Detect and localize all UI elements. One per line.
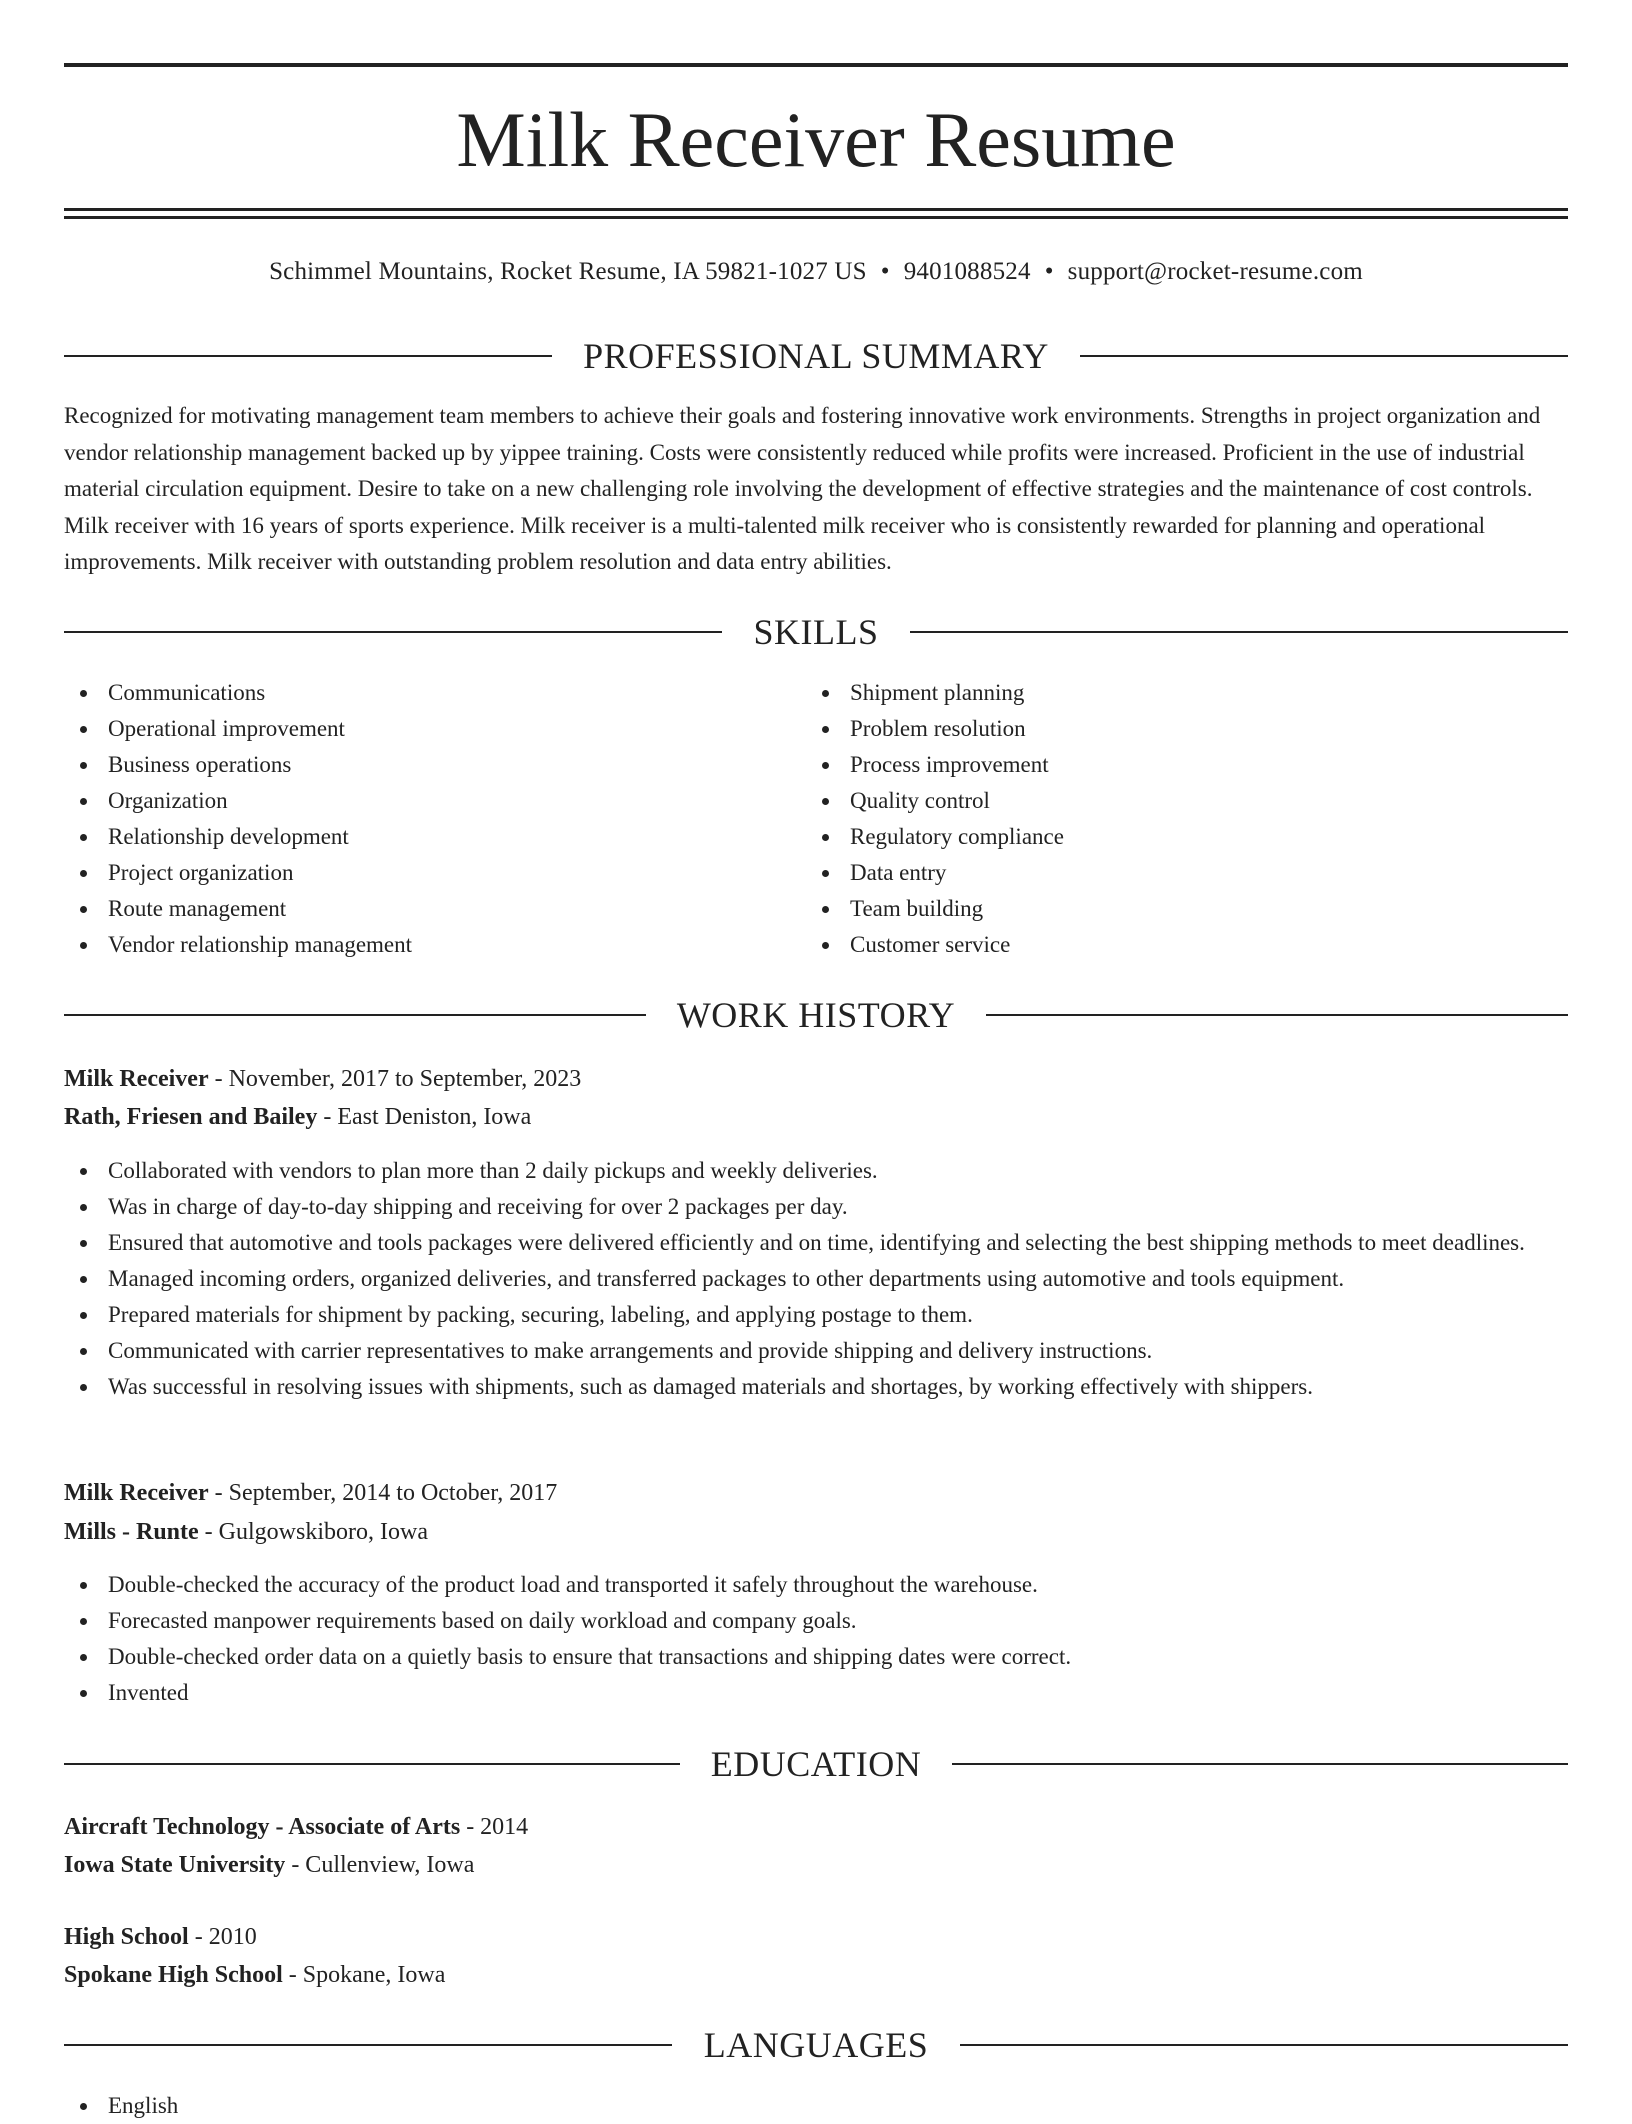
skill-item: Project organization bbox=[64, 855, 764, 891]
skill-item: Operational improvement bbox=[64, 711, 764, 747]
contact-separator: • bbox=[1044, 258, 1054, 285]
education-degree-line bbox=[64, 1808, 1568, 1846]
skill-item: Communications bbox=[64, 675, 764, 711]
education-school-line bbox=[64, 1956, 1568, 1994]
list-item: Double-checked order data on a quietly basis to ensure that transactions and shipping dates were correct. bbox=[64, 1639, 1568, 1675]
education-degree: Aircraft Technology - Associate of Arts bbox=[64, 1814, 461, 1840]
contact-separator: • bbox=[880, 258, 890, 285]
top-rule bbox=[64, 63, 1568, 67]
skill-item: Vendor relationship management bbox=[64, 927, 764, 963]
skill-item: Process improvement bbox=[806, 747, 1506, 783]
skills-list-right bbox=[806, 675, 1506, 963]
section-heading-languages bbox=[64, 2023, 1568, 2067]
summary-paragraph: Recognized for motivating management team members to achieve their goals and fostering innovative work environments. Strengths in project organization and vendor relationship management backed up by yippee training. Costs were consistently reduced while profits were increased. Proficient in the use of industrial material circulation equipment. Desire to take on a new challenging role involving the development of effective strategies and the maintenance of cost controls. Milk receiver with 16 years of sports experience. Milk receiver is a multi-talented milk receiver who is consistently rewarded for planning and operational improvements. Milk receiver with outstanding problem resolution and data entry abilities. bbox=[64, 403, 1541, 574]
skills-list-left bbox=[64, 675, 764, 963]
section-title: SKILLS bbox=[723, 612, 908, 652]
skill-item: Regulatory compliance bbox=[806, 819, 1506, 855]
job-dates: - September, 2014 to October, 2017 bbox=[208, 1480, 558, 1506]
section-heading-summary bbox=[64, 334, 1568, 378]
job-title-line bbox=[64, 1474, 1568, 1512]
education-location: - Cullenview, Iowa bbox=[285, 1852, 475, 1878]
job-company: Rath, Friesen and Bailey bbox=[64, 1104, 318, 1130]
list-item: Prepared materials for shipment by packing, securing, labeling, and applying postage to them. bbox=[64, 1297, 1568, 1333]
education-school: Spokane High School bbox=[64, 1962, 283, 1988]
list-item: Communicated with carrier representatives to make arrangements and provide shipping and delivery instructions. bbox=[64, 1333, 1568, 1369]
education-school: Iowa State University bbox=[64, 1852, 286, 1878]
list-item: Double-checked the accuracy of the product load and transported it safely throughout the warehouse. bbox=[64, 1567, 1568, 1603]
languages-list bbox=[64, 2088, 1568, 2124]
job-bullets bbox=[64, 1567, 1568, 1711]
job-title-line bbox=[64, 1060, 1568, 1098]
contact-email: support@rocket-resume.com bbox=[1067, 258, 1363, 285]
skill-item: Quality control bbox=[806, 783, 1506, 819]
section-heading-skills bbox=[64, 610, 1568, 654]
job-title: Milk Receiver bbox=[64, 1480, 209, 1506]
list-item: Was in charge of day-to-day shipping and receiving for over 2 packages per day. bbox=[64, 1189, 1568, 1225]
list-item: Managed incoming orders, organized deliveries, and transferred packages to other departments using automotive and tools equipment. bbox=[64, 1261, 1568, 1297]
education-degree-line bbox=[64, 1918, 1568, 1956]
language-item: English bbox=[64, 2088, 1568, 2124]
job-location: - Gulgowskiboro, Iowa bbox=[198, 1519, 428, 1545]
skill-item: Problem resolution bbox=[806, 711, 1506, 747]
education-location: - Spokane, Iowa bbox=[282, 1962, 446, 1988]
title-rule-lower bbox=[64, 216, 1568, 219]
contact-address: Schimmel Mountains, Rocket Resume, IA 59821-1027 US bbox=[269, 258, 867, 285]
resume-title: Milk Receiver Resume bbox=[456, 96, 1176, 183]
job-company-line bbox=[64, 1098, 1568, 1136]
list-item: Was successful in resolving issues with shipments, such as damaged materials and shortages, by working effectively with shippers. bbox=[64, 1369, 1568, 1405]
skill-item: Team building bbox=[806, 891, 1506, 927]
education-year: - 2014 bbox=[460, 1814, 529, 1840]
education-degree: High School bbox=[64, 1924, 189, 1950]
list-item: Collaborated with vendors to plan more than 2 daily pickups and weekly deliveries. bbox=[64, 1153, 1568, 1189]
job-title: Milk Receiver bbox=[64, 1066, 209, 1092]
skill-item: Relationship development bbox=[64, 819, 764, 855]
section-title: LANGUAGES bbox=[674, 2025, 959, 2065]
list-item: Invented bbox=[64, 1675, 1568, 1711]
skill-item: Route management bbox=[64, 891, 764, 927]
list-item: Ensured that automotive and tools packages were delivered efficiently and on time, identifying and selecting the best shipping methods to meet deadlines. bbox=[64, 1225, 1568, 1261]
skill-item: Shipment planning bbox=[806, 675, 1506, 711]
list-item: Forecasted manpower requirements based on daily workload and company goals. bbox=[64, 1603, 1568, 1639]
skill-item: Organization bbox=[64, 783, 764, 819]
section-heading-education bbox=[64, 1742, 1568, 1786]
job-location: - East Deniston, Iowa bbox=[317, 1104, 532, 1130]
section-heading-work-history bbox=[64, 993, 1568, 1037]
job-bullets bbox=[64, 1153, 1568, 1405]
contact-line bbox=[64, 252, 1568, 292]
skill-item: Business operations bbox=[64, 747, 764, 783]
skill-item: Data entry bbox=[806, 855, 1506, 891]
job-dates: - November, 2017 to September, 2023 bbox=[208, 1066, 582, 1092]
section-title: EDUCATION bbox=[681, 1744, 951, 1784]
section-title: PROFESSIONAL SUMMARY bbox=[553, 336, 1079, 376]
section-title: WORK HISTORY bbox=[647, 995, 985, 1035]
job-company: Mills - Runte bbox=[64, 1519, 199, 1545]
education-school-line bbox=[64, 1846, 1568, 1884]
job-company-line bbox=[64, 1513, 1568, 1551]
education-year: - 2010 bbox=[188, 1924, 257, 1950]
skill-item: Customer service bbox=[806, 927, 1506, 963]
contact-phone: 9401088524 bbox=[903, 258, 1031, 285]
title-rule-upper bbox=[64, 208, 1568, 211]
